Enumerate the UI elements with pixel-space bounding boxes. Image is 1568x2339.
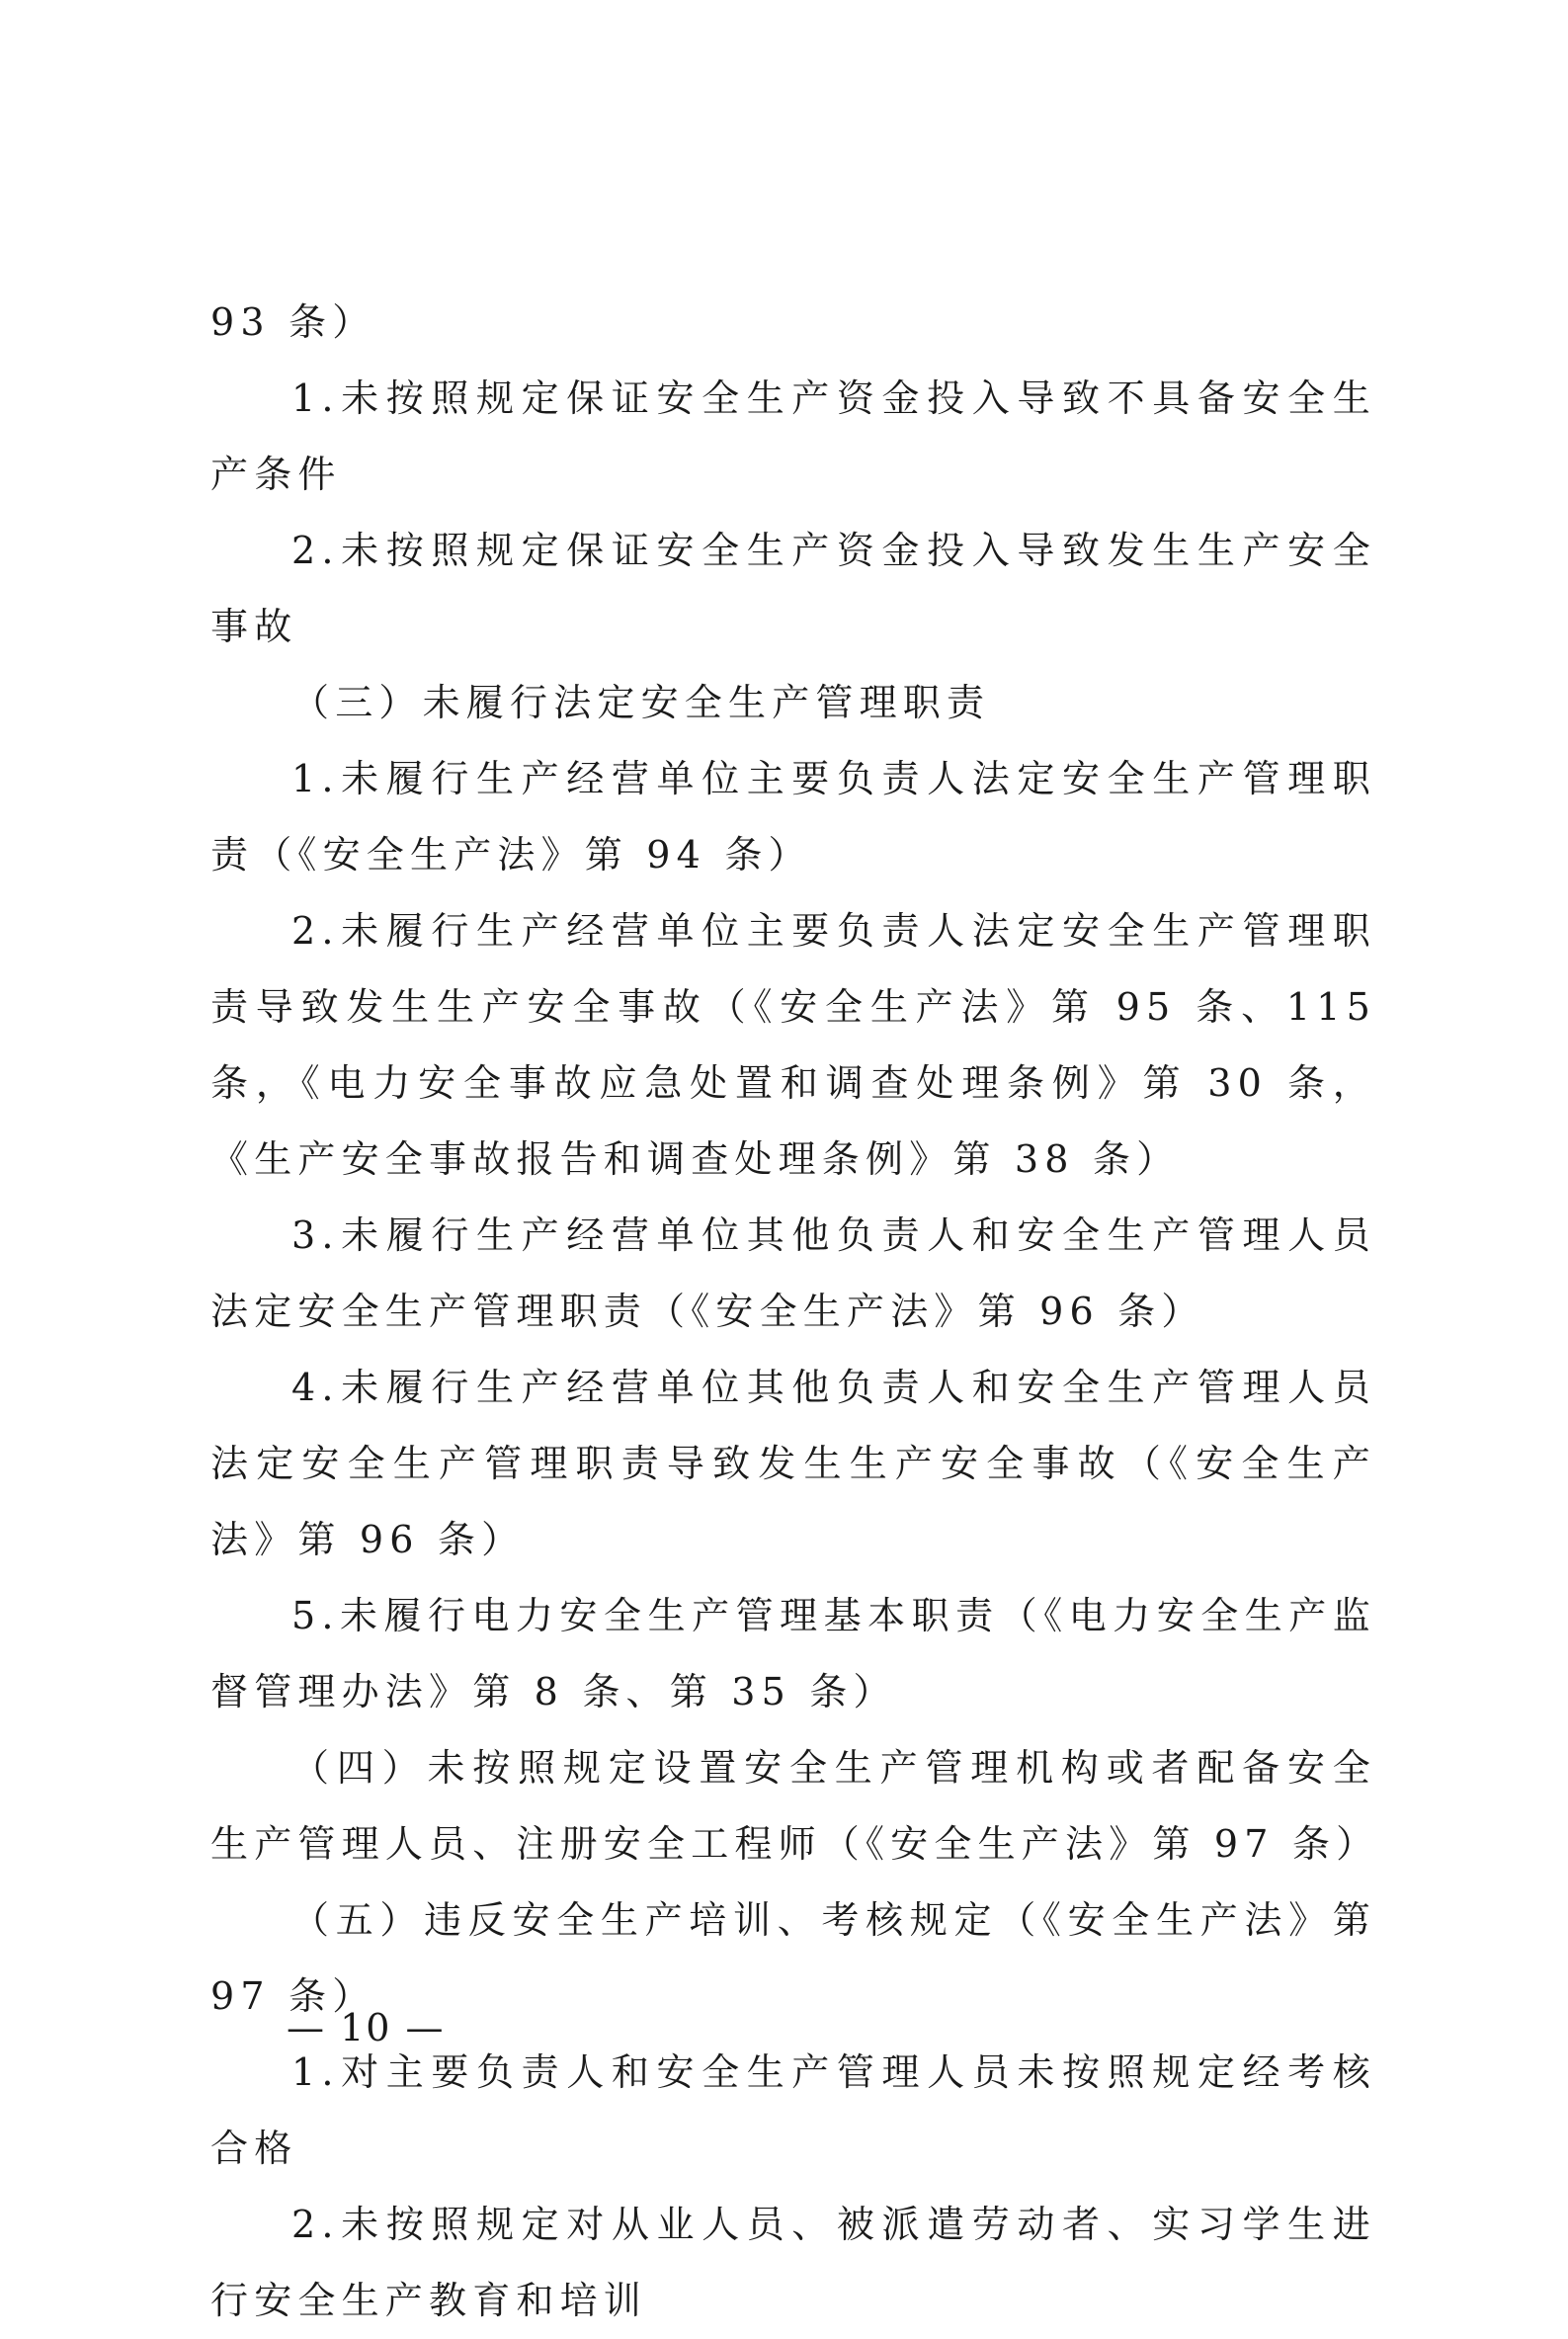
section-heading-5: （五）违反安全生产培训、考核规定（《安全生产法》第 97 条） xyxy=(210,1898,1376,2018)
page-number: — 10 — xyxy=(287,2006,446,2049)
section-heading-4: （四）未按照规定设置安全生产管理机构或者配备安全生产管理人员、注册安全工程师（《安全生产法》第 97 条） xyxy=(210,1746,1380,1866)
paragraph-item-1: 1.未按照规定保证安全生产资金投入导致不具备安全生产条件 xyxy=(210,376,1376,496)
paragraph-continuation: 93 条） xyxy=(210,300,376,344)
paragraph-item-3-1: 1.未履行生产经营单位主要负责人法定安全生产管理职责（《安全生产法》第 94 条） xyxy=(210,757,1376,877)
paragraph-item-5-1: 1.对主要负责人和安全生产管理人员未按照规定经考核合格 xyxy=(210,2050,1376,2170)
paragraph-item-3-2: 2.未履行生产经营单位主要负责人法定安全生产管理职责导致发生生产安全事故（《安全生产法》第 95 条、115 条，《电力安全事故应急处置和调查处理条例》第 30 条，《生产安全事故报告和调查处理条例》第 38 条） xyxy=(210,909,1376,1181)
section-heading-3: （三）未履行法定安全生产管理职责 xyxy=(291,681,991,724)
paragraph-item-3-5: 5.未履行电力安全生产管理基本职责（《电力安全生产监督管理办法》第 8 条、第 35 条） xyxy=(210,1594,1376,1713)
paragraph-item-5-2: 2.未按照规定对从业人员、被派遣劳动者、实习学生进行安全生产教育和培训 xyxy=(210,2203,1376,2322)
paragraph-item-3-4: 4.未履行生产经营单位其他负责人和安全生产管理人员法定安全生产管理职责导致发生生产安全事故（《安全生产法》第 96 条） xyxy=(210,1366,1376,1561)
paragraph-item-2: 2.未按照规定保证安全生产资金投入导致发生生产安全事故 xyxy=(210,529,1376,648)
paragraph-item-3-3: 3.未履行生产经营单位其他负责人和安全生产管理人员法定安全生产管理职责（《安全生产法》第 96 条） xyxy=(210,1213,1376,1333)
